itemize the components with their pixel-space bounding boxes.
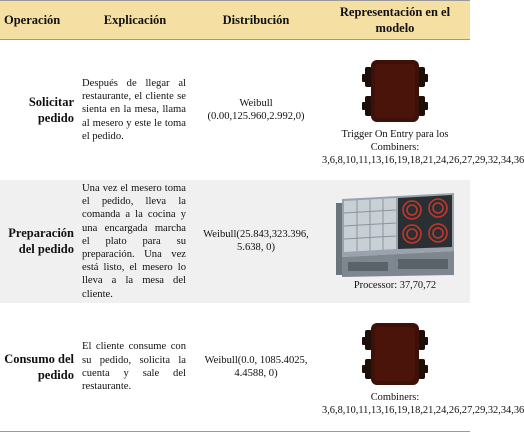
representation-cell <box>320 40 524 181</box>
representation-cell <box>320 303 524 432</box>
header-explanation: Explicación <box>78 1 192 40</box>
distribution-cell: Weibull(0.0, 1085.4025, 4.4588, 0) <box>192 303 320 432</box>
explanation-cell: Después de llegar al restaurante, el cliente se sienta en la mesa, llama al mesero y este le toma el pedido. <box>78 40 192 181</box>
header-representation: Representación en el modelo <box>320 1 470 40</box>
explanation-cell: El cliente consume con su pedido, solicita la cuenta y sale del restaurante. <box>78 303 192 432</box>
explanation-cell: Una vez el mesero toma el pedido, lleva la comanda a la cocina y una encargada marcha el plato para su preparación. Una vez está listo, el mesero lo lleva a la mesa del cliente. <box>78 180 192 303</box>
table-with-chairs-icon <box>360 317 430 389</box>
table-row <box>0 40 470 181</box>
table-with-chairs-icon <box>360 54 430 126</box>
header-row <box>0 1 470 40</box>
representation-caption: Processor: 37,70,72 <box>353 279 437 291</box>
operation-cell: Preparación del pedido <box>0 180 78 303</box>
header-distribution: Distribución <box>192 1 320 40</box>
representation-caption: Trigger On Entry para los Combiners: 3,6,8,10,11,13,16,19,18,21,24,26,27,29,32,34,36 <box>322 128 524 166</box>
representation-cell <box>320 180 470 303</box>
operation-cell: Consumo del pedido <box>0 303 78 432</box>
header-operation: Operación <box>0 1 78 40</box>
table-row <box>0 303 470 432</box>
kitchen-stove-icon <box>334 191 456 277</box>
table-row <box>0 180 470 303</box>
operation-cell: Solicitar pedido <box>0 40 78 181</box>
representation-caption: Combiners: 3,6,8,10,11,13,16,19,18,21,24,26,27,29,32,34,36 <box>322 391 524 416</box>
distribution-cell: Weibull(25.843,323.396, 5.638, 0) <box>192 180 320 303</box>
distribution-cell: Weibull (0.00,125.960,2.992,0) <box>192 40 320 181</box>
